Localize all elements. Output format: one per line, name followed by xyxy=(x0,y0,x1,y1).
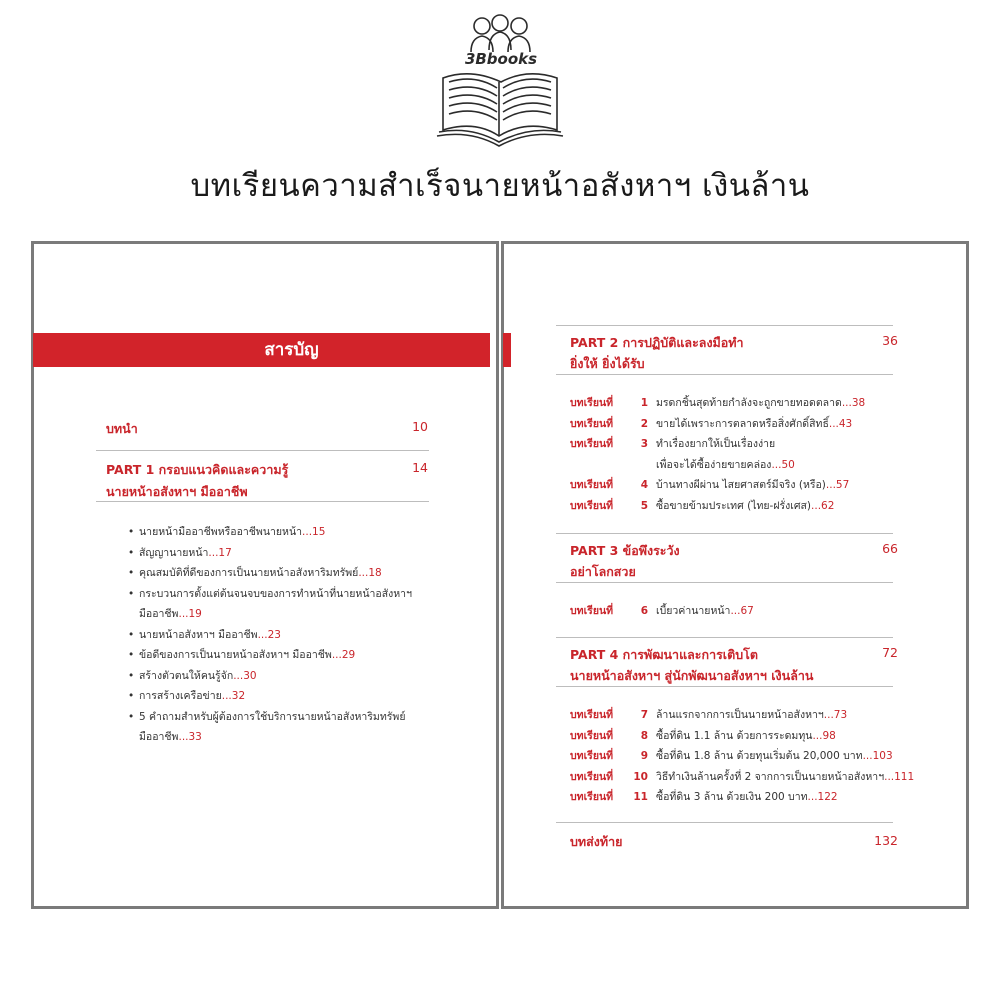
list-item: • 5 คำถามสำหรับผู้ต้องการใช้บริการนายหน้าอสังหาริมทรัพย์ มืออาชีพ...33 xyxy=(128,707,428,748)
banner-stub xyxy=(503,333,511,367)
divider xyxy=(556,822,893,823)
page-title: บทเรียนความสำเร็จนายหน้าอสังหาฯ เงินล้าน xyxy=(190,168,810,204)
part1-title-line2: นายหน้าอสังหาฯ มืออาชีพ xyxy=(106,484,248,499)
lesson-row: บทเรียนที่ 11 ซื้อที่ดิน 3 ล้าน ด้วยเงิน 200 บาท...122 xyxy=(570,791,838,803)
brand-logo-text: 3Bbooks xyxy=(464,50,538,68)
lesson-row: บทเรียนที่ 5 ซื้อขายข้ามประเทศ (ไทย-ฝรั่งเศส)...62 xyxy=(570,499,835,512)
lesson-row: บทเรียนที่ 2 ขายได้เพราะการตลาดหรือสิ่งศักดิ์สิทธิ์...43 xyxy=(570,417,853,430)
list-item: • นายหน้าอสังหาฯ มืออาชีพ...23 xyxy=(128,625,428,646)
part4-title-line1: PART 4 การพัฒนาและการเติบโต xyxy=(570,647,758,662)
divider xyxy=(556,374,893,375)
divider xyxy=(556,637,893,638)
part4-page: 72 xyxy=(882,645,898,660)
part2-lessons xyxy=(570,393,930,516)
lesson-row: บทเรียนที่ 9 ซื้อที่ดิน 1.8 ล้าน ด้วยทุนเริ่มต้น 20,000 บาท...103 xyxy=(570,750,893,762)
part2-title-line2: ยิ่งให้ ยิ่งได้รับ xyxy=(570,356,645,371)
lesson-row: บทเรียนที่ 10 วิธีทำเงินล้านครั้งที่ 2 จากการเป็นนายหน้าอสังหาฯ...111 xyxy=(570,770,915,783)
list-item: • กระบวนการตั้งแต่ต้นจนจบของการทำหน้าที่นายหน้าอสังหาฯ มืออาชีพ...19 xyxy=(128,584,428,625)
lesson-row: บทเรียนที่ 7 ล้านแรกจากการเป็นนายหน้าอสังหาฯ...73 xyxy=(570,709,848,721)
part3-lessons xyxy=(570,601,930,622)
toc-heading: สารบัญ xyxy=(33,333,490,367)
part3-title-line1: PART 3 ข้อพึงระวัง xyxy=(570,543,680,558)
lesson-row: บทเรียนที่ 4 บ้านทางผีผ่าน ไสยศาสตร์มีจริง (หรือ)...57 xyxy=(570,479,850,491)
list-item: • สัญญานายหน้า...17 xyxy=(128,543,428,564)
list-item: • ข้อดีของการเป็นนายหน้าอสังหาฯ มืออาชีพ...29 xyxy=(128,645,428,666)
lesson-row: บทเรียนที่ 3 ทำเรื่องยากให้เป็นเรื่องง่าย xyxy=(570,438,776,450)
lesson-row: บทเรียนที่ 1 มรดกชิ้นสุดท้ายกำลังจะถูกขายทอดตลาด...38 xyxy=(570,397,866,409)
epilogue-label: บทส่งท้าย xyxy=(570,834,623,849)
divider xyxy=(96,501,429,502)
part1-topic-list xyxy=(128,522,428,748)
intro-label: บทนำ xyxy=(106,421,138,436)
part2-title-line1: PART 2 การปฏิบัติและลงมือทำ xyxy=(570,335,744,350)
part3-page: 66 xyxy=(882,541,898,556)
part2-page: 36 xyxy=(882,333,898,348)
part4-lessons xyxy=(570,705,930,808)
list-item: • คุณสมบัติที่ดีของการเป็นนายหน้าอสังหาริมทรัพย์...18 xyxy=(128,563,428,584)
part1-page: 14 xyxy=(412,460,428,475)
part1-title-line1: PART 1 กรอบแนวคิดและความรู้ xyxy=(106,462,289,477)
divider xyxy=(556,686,893,687)
list-item: • นายหน้ามืออาชีพหรืออาชีพนายหน้า...15 xyxy=(128,522,428,543)
part3-title-line2: อย่าโลกสวย xyxy=(570,564,636,579)
divider xyxy=(556,325,893,326)
list-item: • การสร้างเครือข่าย...32 xyxy=(128,686,428,707)
book-logo-icon xyxy=(435,8,565,150)
divider xyxy=(96,450,429,451)
divider xyxy=(556,582,893,583)
list-item: • สร้างตัวตนให้คนรู้จัก...30 xyxy=(128,666,428,687)
intro-page: 10 xyxy=(412,419,428,434)
lesson-row: บทเรียนที่ 6 เบี้ยวค่านายหน้า...67 xyxy=(570,605,754,617)
lesson-row-continued: เพื่อจะได้ซื้อง่ายขายคล่อง...50 xyxy=(656,458,795,471)
epilogue-page: 132 xyxy=(874,833,898,848)
lesson-row: บทเรียนที่ 8 ซื้อที่ดิน 1.1 ล้าน ด้วยการระดมทุน...98 xyxy=(570,729,836,742)
part4-title-line2: นายหน้าอสังหาฯ สู่นักพัฒนาอสังหาฯ เงินล้าน xyxy=(570,668,814,683)
divider xyxy=(556,533,893,534)
